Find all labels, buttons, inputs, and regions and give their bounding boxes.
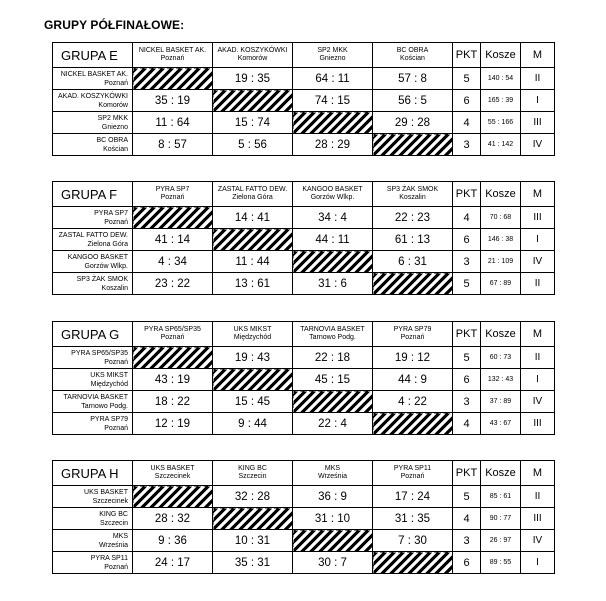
place-cell: II bbox=[521, 347, 555, 369]
table-row bbox=[53, 552, 555, 574]
pkt-cell: 4 bbox=[453, 207, 481, 229]
column-team bbox=[293, 322, 373, 347]
team-name: PYRA SP7 bbox=[155, 186, 190, 193]
row-team bbox=[53, 347, 133, 369]
table-row bbox=[53, 347, 555, 369]
score-cell: 15 : 74 bbox=[213, 112, 293, 134]
place-cell: IV bbox=[521, 134, 555, 156]
team-name: PYRA SP79 bbox=[393, 326, 432, 333]
row-team bbox=[53, 486, 133, 508]
team-name: KANGOO BASKET bbox=[67, 253, 128, 261]
team-city: Szczecin bbox=[238, 473, 267, 480]
score-cell: 15 : 45 bbox=[213, 391, 293, 413]
row-team bbox=[53, 251, 133, 273]
kosze-cell: 165 : 39 bbox=[481, 90, 521, 112]
row-team bbox=[53, 552, 133, 574]
team-name: ZASTAL FATTO DEW. bbox=[217, 186, 288, 193]
place-cell: IV bbox=[521, 251, 555, 273]
column-team bbox=[213, 322, 293, 347]
score-cell: 29 : 28 bbox=[373, 112, 453, 134]
hatched-cell bbox=[293, 530, 373, 552]
group-table bbox=[52, 460, 555, 574]
kosze-cell: 140 : 54 bbox=[481, 68, 521, 90]
team-city: Tarnowo Podg. bbox=[81, 402, 128, 410]
row-team bbox=[53, 207, 133, 229]
team-city: Września bbox=[98, 541, 128, 549]
team-city: Poznań bbox=[104, 424, 128, 432]
team-city: Komorów bbox=[237, 55, 268, 62]
team-name: SP3 ŻAK SMOK bbox=[76, 275, 128, 283]
group-name: GRUPA G bbox=[53, 322, 133, 347]
team-name: UKS BASKET bbox=[150, 465, 195, 472]
team-name: NICKEL BASKET AK. bbox=[138, 47, 207, 54]
kosze-cell: 21 : 109 bbox=[481, 251, 521, 273]
pkt-cell: 4 bbox=[453, 112, 481, 134]
group-table bbox=[52, 42, 555, 156]
hatched-cell bbox=[133, 486, 213, 508]
pkt-cell: 3 bbox=[453, 391, 481, 413]
score-cell: 9 : 44 bbox=[213, 413, 293, 435]
table-row bbox=[53, 391, 555, 413]
kosze-cell: 70 : 68 bbox=[481, 207, 521, 229]
hatched-cell bbox=[293, 112, 373, 134]
score-cell: 44 : 9 bbox=[373, 369, 453, 391]
hatched-cell bbox=[293, 391, 373, 413]
team-name: MKS bbox=[324, 465, 341, 472]
score-cell: 57 : 8 bbox=[373, 68, 453, 90]
score-cell: 10 : 31 bbox=[213, 530, 293, 552]
team-city: Poznań bbox=[400, 473, 425, 480]
table-row bbox=[53, 273, 555, 295]
pkt-cell: 3 bbox=[453, 530, 481, 552]
hatched-cell bbox=[133, 347, 213, 369]
team-city: Gniezno bbox=[101, 123, 128, 131]
place-cell: II bbox=[521, 68, 555, 90]
place-cell: I bbox=[521, 369, 555, 391]
group-header-row bbox=[53, 322, 555, 347]
group-header-row bbox=[53, 182, 555, 207]
place-cell: II bbox=[521, 273, 555, 295]
row-team bbox=[53, 508, 133, 530]
kosze-cell: 43 : 67 bbox=[481, 413, 521, 435]
team-city: Poznań bbox=[104, 563, 128, 571]
team-city: Kościan bbox=[400, 55, 425, 62]
column-team bbox=[373, 43, 453, 68]
team-name: PYRA SP11 bbox=[393, 465, 432, 472]
score-cell: 35 : 31 bbox=[213, 552, 293, 574]
score-cell: 41 : 14 bbox=[133, 229, 213, 251]
row-team bbox=[53, 90, 133, 112]
hatched-cell bbox=[213, 508, 293, 530]
score-cell: 6 : 31 bbox=[373, 251, 453, 273]
team-name: PYRA SP79 bbox=[90, 415, 128, 423]
table-row bbox=[53, 530, 555, 552]
pkt-cell: 4 bbox=[453, 508, 481, 530]
group-header-row bbox=[53, 461, 555, 486]
column-team bbox=[213, 182, 293, 207]
team-city: Poznań bbox=[160, 194, 185, 201]
score-cell: 19 : 35 bbox=[213, 68, 293, 90]
team-name: BC OBRA bbox=[396, 47, 429, 54]
kosze-cell: 132 : 43 bbox=[481, 369, 521, 391]
kosze-header: Kosze bbox=[481, 43, 521, 68]
score-cell: 35 : 19 bbox=[133, 90, 213, 112]
team-city: Gorzów Wlkp. bbox=[310, 194, 355, 201]
pkt-cell: 5 bbox=[453, 273, 481, 295]
pkt-header: PKT bbox=[453, 43, 481, 68]
score-cell: 34 : 4 bbox=[293, 207, 373, 229]
column-team bbox=[133, 43, 213, 68]
row-team bbox=[53, 413, 133, 435]
score-cell: 43 : 19 bbox=[133, 369, 213, 391]
team-name: KANGOO BASKET bbox=[302, 186, 363, 193]
team-city: Koszalin bbox=[399, 194, 426, 201]
score-cell: 14 : 41 bbox=[213, 207, 293, 229]
team-city: Szczecin bbox=[99, 519, 128, 527]
score-cell: 61 : 13 bbox=[373, 229, 453, 251]
team-name: NICKEL BASKET AK. bbox=[60, 70, 128, 78]
team-city: Poznań bbox=[160, 55, 185, 62]
team-city: Zielona Góra bbox=[87, 240, 128, 248]
row-team bbox=[53, 112, 133, 134]
table-row bbox=[53, 134, 555, 156]
kosze-cell: 55 : 166 bbox=[481, 112, 521, 134]
group-header-row bbox=[53, 43, 555, 68]
score-cell: 8 : 57 bbox=[133, 134, 213, 156]
row-team bbox=[53, 229, 133, 251]
kosze-cell: 85 : 61 bbox=[481, 486, 521, 508]
kosze-cell: 26 : 97 bbox=[481, 530, 521, 552]
place-cell: III bbox=[521, 207, 555, 229]
row-team bbox=[53, 530, 133, 552]
score-cell: 7 : 30 bbox=[373, 530, 453, 552]
column-team bbox=[373, 182, 453, 207]
group-table bbox=[52, 321, 555, 435]
page-title: GRUPY PÓŁFINAŁOWE: bbox=[44, 18, 185, 32]
group-name: GRUPA H bbox=[53, 461, 133, 486]
team-city: Międzychód bbox=[233, 334, 272, 341]
table-row bbox=[53, 229, 555, 251]
kosze-cell: 41 : 142 bbox=[481, 134, 521, 156]
team-city: Szczecinek bbox=[92, 497, 128, 505]
team-name: PYRA SP65/SP35 bbox=[71, 349, 128, 357]
place-cell: III bbox=[521, 413, 555, 435]
table-row bbox=[53, 369, 555, 391]
group-name: GRUPA F bbox=[53, 182, 133, 207]
team-city: Gniezno bbox=[319, 55, 346, 62]
column-team bbox=[293, 461, 373, 486]
team-city: Poznań bbox=[104, 358, 128, 366]
team-city: Szczecinek bbox=[154, 473, 191, 480]
score-cell: 30 : 7 bbox=[293, 552, 373, 574]
score-cell: 23 : 22 bbox=[133, 273, 213, 295]
column-team bbox=[213, 43, 293, 68]
team-city: Poznań bbox=[400, 334, 425, 341]
kosze-cell: 37 : 89 bbox=[481, 391, 521, 413]
team-city: Zielona Góra bbox=[232, 194, 273, 201]
hatched-cell bbox=[213, 90, 293, 112]
kosze-cell: 60 : 73 bbox=[481, 347, 521, 369]
pkt-cell: 5 bbox=[453, 347, 481, 369]
score-cell: 44 : 11 bbox=[293, 229, 373, 251]
team-name: UKS BASKET bbox=[84, 488, 128, 496]
score-cell: 5 : 56 bbox=[213, 134, 293, 156]
pkt-cell: 3 bbox=[453, 134, 481, 156]
table-row bbox=[53, 508, 555, 530]
place-cell: IV bbox=[521, 530, 555, 552]
m-header: M bbox=[521, 43, 555, 68]
hatched-cell bbox=[133, 68, 213, 90]
column-team bbox=[293, 43, 373, 68]
column-team bbox=[373, 322, 453, 347]
hatched-cell bbox=[373, 552, 453, 574]
score-cell: 11 : 44 bbox=[213, 251, 293, 273]
column-team bbox=[213, 461, 293, 486]
column-team bbox=[133, 322, 213, 347]
table-row bbox=[53, 413, 555, 435]
group-name: GRUPA E bbox=[53, 43, 133, 68]
m-header: M bbox=[521, 322, 555, 347]
hatched-cell bbox=[133, 207, 213, 229]
score-cell: 9 : 36 bbox=[133, 530, 213, 552]
kosze-header: Kosze bbox=[481, 461, 521, 486]
score-cell: 31 : 10 bbox=[293, 508, 373, 530]
team-name: MKS bbox=[112, 532, 128, 540]
score-cell: 22 : 23 bbox=[373, 207, 453, 229]
group-table bbox=[52, 181, 555, 295]
place-cell: II bbox=[521, 486, 555, 508]
team-name: AKAD. KOSZYKÓWKI bbox=[57, 92, 128, 100]
score-cell: 74 : 15 bbox=[293, 90, 373, 112]
m-header: M bbox=[521, 461, 555, 486]
team-name: UKS MIKST bbox=[233, 326, 272, 333]
pkt-cell: 5 bbox=[453, 68, 481, 90]
place-cell: IV bbox=[521, 391, 555, 413]
team-city: Komorów bbox=[98, 101, 128, 109]
kosze-cell: 67 : 89 bbox=[481, 273, 521, 295]
score-cell: 45 : 15 bbox=[293, 369, 373, 391]
hatched-cell bbox=[373, 134, 453, 156]
m-header: M bbox=[521, 182, 555, 207]
score-cell: 4 : 34 bbox=[133, 251, 213, 273]
table-row bbox=[53, 90, 555, 112]
kosze-cell: 146 : 38 bbox=[481, 229, 521, 251]
column-team bbox=[293, 182, 373, 207]
column-team bbox=[373, 461, 453, 486]
score-cell: 19 : 43 bbox=[213, 347, 293, 369]
score-cell: 11 : 64 bbox=[133, 112, 213, 134]
team-name: TARNOVIA BASKET bbox=[300, 326, 365, 333]
score-cell: 19 : 12 bbox=[373, 347, 453, 369]
kosze-cell: 89 : 55 bbox=[481, 552, 521, 574]
pkt-header: PKT bbox=[453, 322, 481, 347]
team-city: Poznań bbox=[160, 334, 185, 341]
place-cell: III bbox=[521, 112, 555, 134]
team-city: Września bbox=[317, 473, 348, 480]
hatched-cell bbox=[213, 369, 293, 391]
score-cell: 22 : 18 bbox=[293, 347, 373, 369]
column-team bbox=[133, 461, 213, 486]
team-name: TARNOVIA BASKET bbox=[63, 393, 128, 401]
score-cell: 22 : 4 bbox=[293, 413, 373, 435]
team-name: UKS MIKST bbox=[90, 371, 128, 379]
place-cell: III bbox=[521, 508, 555, 530]
row-team bbox=[53, 68, 133, 90]
row-team bbox=[53, 391, 133, 413]
team-name: KING BC bbox=[99, 510, 128, 518]
team-city: Gorzów Wlkp. bbox=[84, 262, 128, 270]
pkt-cell: 6 bbox=[453, 229, 481, 251]
team-name: SP2 MKK bbox=[317, 47, 348, 54]
kosze-header: Kosze bbox=[481, 322, 521, 347]
score-cell: 12 : 19 bbox=[133, 413, 213, 435]
score-cell: 24 : 17 bbox=[133, 552, 213, 574]
team-name: PYRA SP7 bbox=[94, 209, 128, 217]
pkt-header: PKT bbox=[453, 461, 481, 486]
score-cell: 31 : 6 bbox=[293, 273, 373, 295]
score-cell: 13 : 61 bbox=[213, 273, 293, 295]
kosze-cell: 90 : 77 bbox=[481, 508, 521, 530]
score-cell: 28 : 29 bbox=[293, 134, 373, 156]
row-team bbox=[53, 134, 133, 156]
pkt-cell: 4 bbox=[453, 413, 481, 435]
team-name: PYRA SP65/SP35 bbox=[144, 326, 201, 333]
score-cell: 32 : 28 bbox=[213, 486, 293, 508]
pkt-cell: 6 bbox=[453, 552, 481, 574]
pkt-header: PKT bbox=[453, 182, 481, 207]
place-cell: I bbox=[521, 552, 555, 574]
table-row bbox=[53, 207, 555, 229]
team-name: BC OBRA bbox=[96, 136, 128, 144]
score-cell: 31 : 35 bbox=[373, 508, 453, 530]
team-city: Kościan bbox=[103, 145, 128, 153]
score-cell: 28 : 32 bbox=[133, 508, 213, 530]
team-city: Poznań bbox=[104, 218, 128, 226]
score-cell: 4 : 22 bbox=[373, 391, 453, 413]
table-row bbox=[53, 251, 555, 273]
team-name: SP2 MKK bbox=[97, 114, 128, 122]
team-name: PYRA SP11 bbox=[90, 554, 128, 562]
column-team bbox=[133, 182, 213, 207]
pkt-cell: 5 bbox=[453, 486, 481, 508]
row-team bbox=[53, 369, 133, 391]
score-cell: 64 : 11 bbox=[293, 68, 373, 90]
team-city: Poznań bbox=[104, 79, 128, 87]
score-cell: 56 : 5 bbox=[373, 90, 453, 112]
team-name: KING BC bbox=[238, 465, 267, 472]
team-city: Koszalin bbox=[101, 284, 128, 292]
pkt-cell: 3 bbox=[453, 251, 481, 273]
table-row bbox=[53, 486, 555, 508]
score-cell: 36 : 9 bbox=[293, 486, 373, 508]
team-name: SP3 ŻAK SMOK bbox=[386, 186, 439, 193]
place-cell: I bbox=[521, 229, 555, 251]
row-team bbox=[53, 273, 133, 295]
table-row bbox=[53, 112, 555, 134]
hatched-cell bbox=[213, 229, 293, 251]
score-cell: 17 : 24 bbox=[373, 486, 453, 508]
kosze-header: Kosze bbox=[481, 182, 521, 207]
team-city: Tarnowo Podg. bbox=[309, 334, 356, 341]
pkt-cell: 6 bbox=[453, 369, 481, 391]
team-city: Międzychód bbox=[90, 380, 128, 388]
hatched-cell bbox=[293, 251, 373, 273]
place-cell: I bbox=[521, 90, 555, 112]
hatched-cell bbox=[373, 273, 453, 295]
hatched-cell bbox=[373, 413, 453, 435]
score-cell: 18 : 22 bbox=[133, 391, 213, 413]
team-name: AKAD. KOSZYKÓWKI bbox=[217, 47, 288, 54]
pkt-cell: 6 bbox=[453, 90, 481, 112]
table-row bbox=[53, 68, 555, 90]
team-name: ZASTAL FATTO DEW. bbox=[58, 231, 128, 239]
